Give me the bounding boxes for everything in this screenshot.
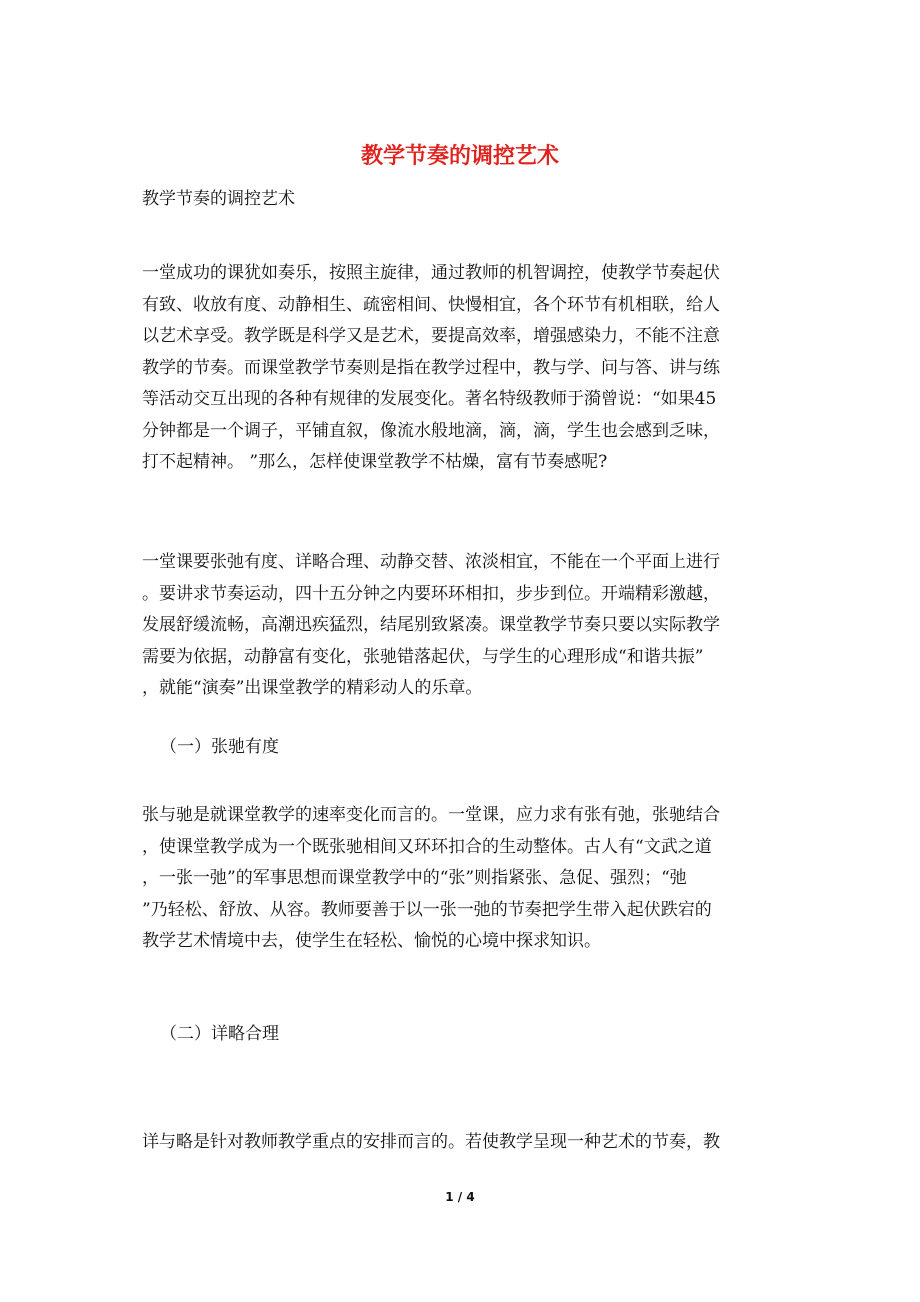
section-heading-2: （二）详略合理 (160, 1024, 279, 1044)
paragraph-intro: 一堂成功的课犹如奏乐，按照主旋律，通过教师的机智调控，使教学节奏起伏 有致、收放有度、动静相生、疏密相间、快慢相宜，各个环节有机相联，给人 以艺术享受。教学既是科学又是艺术，要提高效率，增强感染力，不能不注意 教学的节奏。而课堂教学节奏则是指在教学过程中，教与学、问与答、讲与练 等活动交互出现的各种有规律的发展变化。著名特级教师于漪曾说：“如果45 分钟都是一个调子，平铺直叙，像流水般地滴，滴，滴，学生也会感到乏味， 打不起精神。 ”那么，怎样使课堂教学不枯燥，富有节奏感呢? (142, 263, 720, 472)
paragraph-section-1: 张与驰是就课堂教学的速率变化而言的。一堂课，应力求有张有弛，张驰结合 ，使课堂教学成为一个既张驰相间又环环扣合的生动整体。古人有“文武之道 ，一张一弛”的军事思想而课堂教学中的“张”则指紧张、急促、强烈；“弛 ”乃轻松、舒放、从容。教师要善于以一张一弛的节奏把学生带入起伏跌宕的 教学艺术情境中去，使学生在轻松、愉悦的心境中探求知识。 (142, 805, 720, 951)
paragraph-overview: 一堂课要张弛有度、详略合理、动静交替、浓淡相宜，不能在一个平面上进行 。要讲求节奏运动，四十五分钟之内要环环相扣，步步到位。开端精彩激越， 发展舒缓流畅，高潮迅疾猛烈，结尾别致紧凑。课堂教学节奏只要以实际教学 需要为依据，动静富有变化，张驰错落起伏，与学生的心理形成“和谐共振” ，就能“演奏”出课堂教学的精彩动人的乐章。 (142, 552, 720, 698)
document-title: 教学节奏的调控艺术 (360, 143, 559, 169)
document-subtitle: 教学节奏的调控艺术 (142, 189, 295, 209)
section-heading-1: （一）张驰有度 (160, 737, 279, 757)
paragraph-section-2: 详与略是针对教师教学重点的安排而言的。若使教学呈现一种艺术的节奏，教 (142, 1132, 720, 1152)
page-number: 1 / 4 (445, 1190, 475, 1204)
